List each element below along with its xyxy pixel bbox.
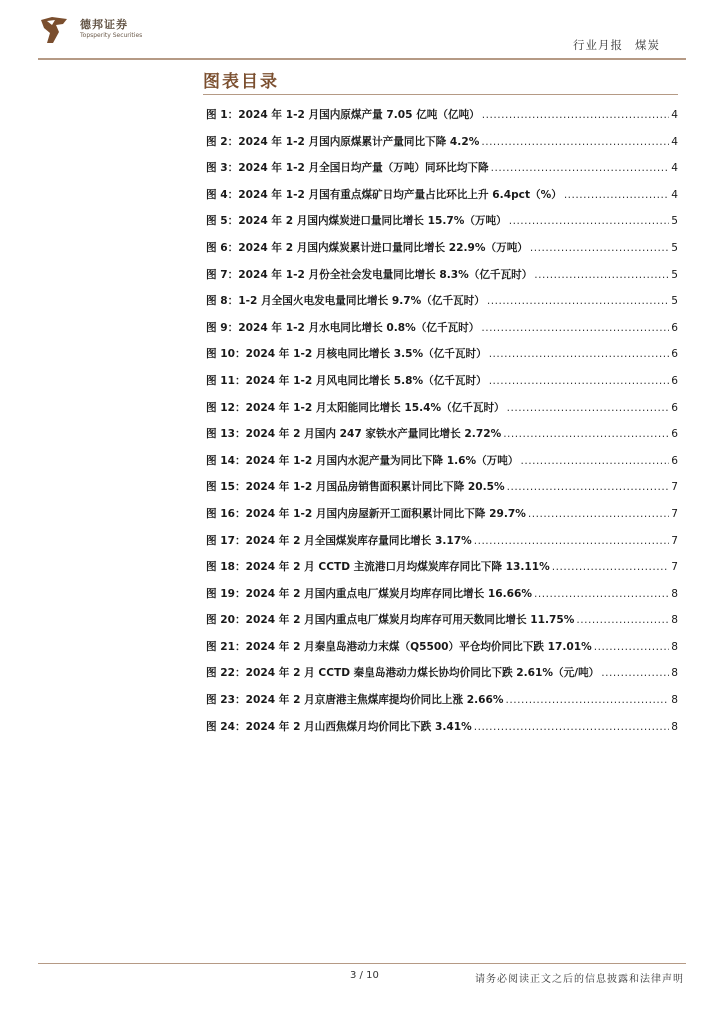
toc-entry-page: 8 [671, 667, 678, 680]
toc-entry[interactable] [206, 373, 678, 400]
toc-entry[interactable] [206, 400, 678, 427]
toc-entry-page: 5 [671, 268, 678, 281]
toc-leader-dots [601, 665, 669, 681]
toc-entry-title: 图 4：2024 年 1-2 月国有重点煤矿日均产量占比环比上升 6.4pct（%） [206, 188, 562, 201]
toc-title: 图表目录 [203, 72, 279, 92]
toc-entry[interactable] [206, 267, 678, 294]
toc-entry-page: 8 [671, 720, 678, 733]
toc-entry-title: 图 15：2024 年 1-2 月国品房销售面积累计同比下降 20.5% [206, 481, 505, 494]
toc-entry-title: 图 3：2024 年 1-2 月全国日均产量（万吨）同环比均下降 [206, 162, 489, 175]
toc-entry[interactable] [206, 533, 678, 560]
toc-entry-page: 5 [671, 295, 678, 308]
toc-entry-page: 6 [671, 401, 678, 414]
toc-entry-title: 图 6：2024 年 2 月国内煤炭累计进口量同比增长 22.9%（万吨） [206, 241, 528, 254]
toc-entry-page: 7 [671, 481, 678, 494]
toc-entry-page: 7 [671, 507, 678, 520]
report-type: 行业月报 [573, 38, 623, 52]
toc-entry-page: 4 [671, 135, 678, 148]
toc-leader-dots [576, 612, 669, 628]
toc-entry-page: 6 [671, 454, 678, 467]
toc-entry-title: 图 5：2024 年 2 月国内煤炭进口量同比增长 15.7%（万吨） [206, 215, 507, 228]
report-sector: 煤炭 [635, 38, 660, 52]
toc-entry-title: 图 14：2024 年 1-2 月国内水泥产量为同比下降 1.6%（万吨） [206, 454, 519, 467]
toc-leader-dots [474, 719, 670, 735]
toc-entry[interactable] [206, 293, 678, 320]
company-logo-icon [38, 14, 70, 46]
toc-entry-title: 图 7：2024 年 1-2 月份全社会发电量同比增长 8.3%（亿千瓦时） [206, 268, 533, 281]
toc-entry-title: 图 2：2024 年 1-2 月国内原煤累计产量同比下降 4.2% [206, 135, 480, 148]
toc-entry-title: 图 11：2024 年 1-2 月风电同比增长 5.8%（亿千瓦时） [206, 374, 487, 387]
toc-leader-dots [489, 346, 670, 362]
toc-entry-page: 8 [671, 587, 678, 600]
toc-entry[interactable] [206, 692, 678, 719]
toc-leader-dots [487, 293, 669, 309]
toc-entry-title: 图 20：2024 年 2 月国内重点电厂煤炭月均库存可用天数同比增长 11.75% [206, 614, 575, 627]
toc-leader-dots [481, 134, 669, 150]
toc-leader-dots [482, 107, 669, 123]
toc-list [206, 107, 678, 745]
toc-entry[interactable] [206, 665, 678, 692]
toc-entry-title: 图 17：2024 年 2 月全国煤炭库存量同比增长 3.17% [206, 534, 472, 547]
header-divider [38, 58, 686, 60]
toc-entry-title: 图 23：2024 年 2 月京唐港主焦煤库提均价同比上涨 2.66% [206, 694, 504, 707]
toc-leader-dots [534, 267, 669, 283]
toc-entry[interactable] [206, 453, 678, 480]
toc-leader-dots [489, 373, 670, 389]
toc-entry[interactable] [206, 639, 678, 666]
toc-entry-title: 图 22：2024 年 2 月 CCTD 秦皇岛港动力煤长协均价同比下跌 2.61%（元/吨） [206, 667, 600, 680]
toc-entry-page: 5 [671, 241, 678, 254]
brand-name-cn: 德邦证券 [80, 18, 128, 31]
footer-disclaimer: 请务必阅读正文之后的信息披露和法律声明 [475, 974, 684, 985]
toc-leader-dots [520, 453, 669, 469]
toc-entry-page: 6 [671, 321, 678, 334]
toc-entry-page: 4 [671, 162, 678, 175]
toc-entry-page: 8 [671, 694, 678, 707]
toc-entry-title: 图 16：2024 年 1-2 月国内房屋新开工面积累计同比下降 29.7% [206, 507, 526, 520]
toc-entry-title: 图 1：2024 年 1-2 月国内原煤产量 7.05 亿吨（亿吨） [206, 109, 480, 121]
page-header [0, 0, 724, 62]
report-category [573, 37, 660, 53]
toc-entry-page: 8 [671, 640, 678, 653]
toc-leader-dots [505, 692, 669, 708]
toc-leader-dots [491, 160, 670, 176]
footer-divider [38, 963, 686, 964]
toc-entry[interactable] [206, 187, 678, 214]
toc-leader-dots [528, 506, 669, 522]
toc-entry[interactable] [206, 213, 678, 240]
toc-leader-dots [530, 240, 669, 256]
toc-leader-dots [509, 213, 670, 229]
toc-leader-dots [474, 533, 670, 549]
toc-entry[interactable] [206, 320, 678, 347]
toc-entry-title: 图 18：2024 年 2 月 CCTD 主流港口月均煤炭库存同比下降 13.11% [206, 561, 550, 574]
toc-leader-dots [594, 639, 670, 655]
toc-entry-title: 图 12：2024 年 1-2 月太阳能同比增长 15.4%（亿千瓦时） [206, 401, 505, 414]
toc-entry-page: 6 [671, 348, 678, 361]
toc-title-divider [203, 94, 678, 95]
toc-entry-page: 7 [671, 534, 678, 547]
toc-leader-dots [552, 559, 669, 575]
toc-entry-title: 图 24：2024 年 2 月山西焦煤月均价同比下跌 3.41% [206, 720, 472, 733]
toc-entry[interactable] [206, 586, 678, 613]
toc-entry-page: 7 [671, 561, 678, 574]
toc-entry-title: 图 19：2024 年 2 月国内重点电厂煤炭月均库存同比增长 16.66% [206, 587, 533, 600]
toc-entry[interactable] [206, 719, 678, 746]
toc-entry-title: 图 10：2024 年 1-2 月核电同比增长 3.5%（亿千瓦时） [206, 348, 487, 361]
toc-entry[interactable] [206, 612, 678, 639]
toc-entry-page: 8 [671, 614, 678, 627]
toc-entry[interactable] [206, 479, 678, 506]
toc-leader-dots [507, 479, 670, 495]
toc-entry[interactable] [206, 160, 678, 187]
page-number: 3 / 10 [350, 970, 379, 981]
brand-name-en: Topsperity Securities [80, 32, 143, 39]
toc-entry-title: 图 21：2024 年 2 月秦皇岛港动力末煤（Q5500）平仓均价同比下跌 17.01% [206, 640, 592, 653]
toc-entry-page: 5 [671, 215, 678, 228]
toc-entry-title: 图 13：2024 年 2 月国内 247 家铁水产量同比增长 2.72% [206, 428, 502, 441]
toc-entry-title: 图 9：2024 年 1-2 月水电同比增长 0.8%（亿千瓦时） [206, 321, 480, 334]
toc-entry[interactable] [206, 346, 678, 373]
toc-entry[interactable] [206, 134, 678, 161]
toc-entry-page: 4 [671, 188, 678, 201]
toc-entry-title: 图 8：1-2 月全国火电发电量同比增长 9.7%（亿千瓦时） [206, 295, 485, 308]
toc-entry[interactable] [206, 506, 678, 533]
toc-leader-dots [503, 426, 669, 442]
toc-entry[interactable] [206, 559, 678, 586]
toc-entry-page: 6 [671, 428, 678, 441]
toc-entry[interactable] [206, 107, 678, 134]
toc-entry[interactable] [206, 426, 678, 453]
brand-block [80, 18, 142, 40]
toc-leader-dots [564, 187, 669, 203]
toc-entry-page: 6 [671, 374, 678, 387]
toc-entry[interactable] [206, 240, 678, 267]
toc-leader-dots [507, 400, 670, 416]
toc-entry-page: 4 [671, 109, 678, 121]
toc-leader-dots [534, 586, 669, 602]
toc-leader-dots [481, 320, 669, 336]
